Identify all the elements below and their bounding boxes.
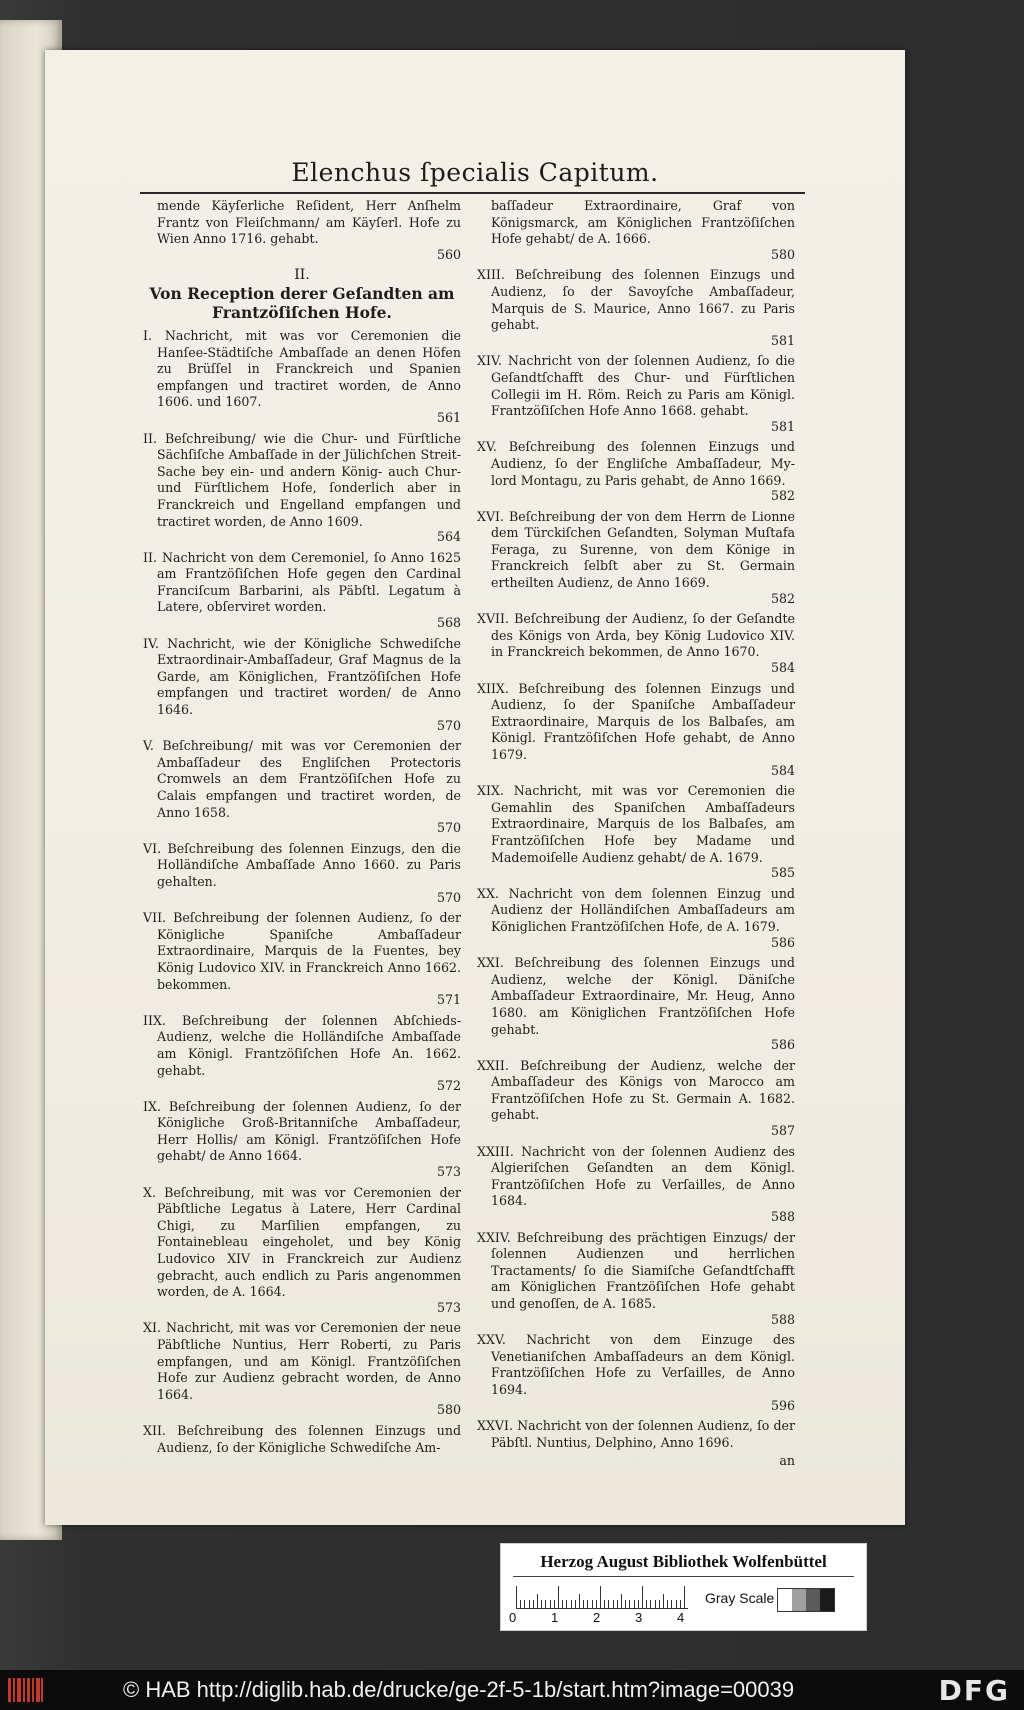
ruler-tick — [659, 1600, 660, 1608]
ruler-number: 3 — [635, 1610, 643, 1625]
toc-entry — [143, 841, 461, 906]
toc-entry — [477, 783, 795, 882]
ruler-tick — [587, 1600, 588, 1608]
toc-entry-text: XX. Nachricht von dem ſolennen Einzug und Audienz der Holländiſchen Ambaſſadeurs am Königlichen Frantzöſiſchen Hofe, de A. 1679. — [477, 885, 795, 934]
ruler-tick — [684, 1586, 685, 1608]
ruler-tick — [520, 1600, 521, 1608]
toc-entry — [477, 1332, 795, 1414]
toc-page-number: 588 — [770, 1311, 795, 1327]
ruler-tick — [537, 1594, 538, 1608]
toc-entry-text: XIII. Beſchreibung des ſolennen Einzugs und Audienz, ſo der Savoyſche Ambaſſadeur, Marquis de S. Maurice, Anno 1667. zu Paris gehabt. — [477, 267, 795, 333]
toc-entry — [477, 509, 795, 608]
ruler-tick — [583, 1600, 584, 1608]
toc-entry-text: XXV. Nachricht von dem Einzuge des Venetianiſchen Ambaſſadeurs an dem Königl. Frantzöſiſchen Hofe zu Verſailles, de Anno 1694. — [477, 1332, 795, 1397]
toc-entry — [477, 1418, 795, 1451]
toc-page-number: 585 — [770, 865, 795, 881]
toc-entry-text: mende Käyſerliche Reſident, Herr Anſhelm Frantz von Fleiſchmann/ am Käyſerl. Hofe zu Wien Anno 1716. gehabt. — [157, 198, 461, 247]
toc-entry — [143, 1013, 461, 1095]
ruler-tick — [516, 1586, 517, 1608]
toc-entry — [143, 1185, 461, 1317]
toc-entry-text: baſſadeur Extraordinaire, Graf von Königsmarck, am Königlichen Frantzöſiſchen Hofe gehabt/ de A. 1666. — [491, 198, 795, 247]
toc-entry-text: I. Nachricht, mit was vor Ceremonien die Hanſee-Städtiſche Ambaſſade an denen Höfen zu Brüſſel in Franckreich und Spanien empfangen und tractiret worden, de Anno 1606. und 1607. — [143, 327, 461, 410]
toc-entry — [143, 1099, 461, 1181]
ruler-tick — [621, 1594, 622, 1608]
book-page — [45, 50, 905, 1525]
toc-page-number: 570 — [436, 717, 461, 733]
ruler-numbers — [509, 1610, 709, 1626]
ruler-tick — [558, 1586, 559, 1608]
ruler-tick — [608, 1600, 609, 1608]
toc-entry — [477, 198, 795, 263]
toc-page-number: 586 — [770, 1037, 795, 1053]
ruler-tick — [554, 1600, 555, 1608]
toc-page-number: 572 — [436, 1078, 461, 1094]
ruler-tick — [575, 1600, 576, 1608]
ruler-tick — [634, 1600, 635, 1608]
toc-entry-text: XIX. Nachricht, mit was vor Ceremonien die Gemahlin des Spaniſchen Ambaſſadeurs Extraordinaire, Marquis de los Balbaſes, am Frantzöſiſchen Hofe bey Madame und Mademoiſelle Audienz gehabt/ de A. 1679. — [477, 783, 795, 865]
ruler-tick — [562, 1600, 563, 1608]
toc-entry — [143, 738, 461, 837]
toc-page-number: 564 — [436, 529, 461, 545]
gray-swatch — [778, 1589, 792, 1611]
toc-entry-text: XXVI. Nachricht von der ſolennen Audienz, ſo der Päbſtl. Nuntius, Delphino, Anno 1696. — [477, 1418, 795, 1450]
ruler-tick — [541, 1600, 542, 1608]
ruler-tick — [596, 1600, 597, 1608]
toc-page-number: 587 — [770, 1123, 795, 1139]
toc-entry — [477, 439, 795, 504]
label-rule — [513, 1576, 854, 1577]
footer-bar — [0, 1670, 1024, 1710]
dfg-logo: DFG — [938, 1674, 1010, 1707]
toc-entry — [477, 1230, 795, 1329]
toc-entry-text: XV. Beſchreibung des ſolennen Einzugs und Audienz, ſo der Engliſche Ambaſſadeur, My-lord Montagu, zu Paris gehabt, de Anno 1669. — [477, 439, 795, 488]
gray-swatch — [820, 1589, 834, 1611]
ruler-tick — [524, 1600, 525, 1608]
ruler-tick — [667, 1600, 668, 1608]
ruler-tick — [680, 1600, 681, 1608]
toc-entry — [477, 955, 795, 1054]
ruler-tick — [638, 1600, 639, 1608]
toc-entry-text: IIX. Beſchreibung der ſolennen Abſchieds-Audienz, welche die Holländiſche Ambaſſade am Königl. Frantzöſiſchen Hofe An. 1662. gehabt. — [143, 1012, 461, 1078]
ruler-tick — [663, 1594, 664, 1608]
ruler-tick — [646, 1600, 647, 1608]
toc-entry — [477, 611, 795, 676]
toc-page-number: 584 — [770, 762, 795, 778]
toc-entry — [143, 1320, 461, 1419]
toc-entry-text: II. Nachricht von dem Ceremoniel, ſo Anno 1625 am Frantzöſiſchen Hofe gegen den Cardinal Franciſcum Barbarini, als Päbſtl. Legatum à Latere, obſerviret worden. — [143, 549, 461, 615]
toc-page-number: 581 — [770, 332, 795, 348]
ruler-tick — [676, 1600, 677, 1608]
section-title: Von Reception derer Geſandten am Frantzöſiſchen Hofe. — [149, 283, 455, 322]
toc-entry — [143, 198, 461, 263]
ruler-number: 2 — [593, 1610, 601, 1625]
ruler-tick — [642, 1586, 643, 1608]
ruler-tick — [592, 1600, 593, 1608]
ruler-tick — [625, 1600, 626, 1608]
toc-entry — [143, 636, 461, 735]
toc-entry — [143, 328, 461, 427]
toc-entry — [477, 1144, 795, 1226]
gray-scale-chart — [777, 1588, 835, 1612]
toc-entry — [477, 353, 795, 435]
toc-entry — [143, 550, 461, 632]
ruler-tick — [617, 1600, 618, 1608]
ruler-tick — [613, 1600, 614, 1608]
toc-entry — [143, 431, 461, 546]
scale-ruler — [516, 1586, 688, 1608]
toc-page-number: 580 — [770, 246, 795, 262]
toc-entry-text: VII. Beſchreibung der ſolennen Audienz, ſo der Königliche Spaniſche Ambaſſadeur Extraordinaire, Marquis de la Fuentes, bey König Ludovico XIV. in Franckreich Anno 1662. bekommen. — [143, 910, 461, 992]
toc-page-number: 596 — [770, 1397, 795, 1413]
toc-entry-text: V. Beſchreibung/ mit was vor Ceremonien der Ambaſſadeur des Engliſchen Protectoris Cromwels an dem Frantzöſiſchen Hofe zu Calais empfangen und tractiret worden, de Anno 1658. — [143, 738, 461, 820]
gray-swatch — [792, 1589, 806, 1611]
toc-entry — [477, 267, 795, 349]
toc-page-number: 582 — [770, 590, 795, 606]
toc-entry — [143, 910, 461, 1009]
right-column — [477, 198, 795, 1470]
toc-page-number: 573 — [436, 1164, 461, 1180]
ruler-tick — [529, 1600, 530, 1608]
copyright-link[interactable]: © HAB http://diglib.hab.de/drucke/ge-2f-5-1b/start.htm?image=00039 — [123, 1677, 795, 1702]
ruler-tick — [629, 1600, 630, 1608]
toc-entry-text: IX. Beſchreibung der ſolennen Audienz, ſo der Königliche Groß-Britanniſche Ambaſſadeur, Herr Hollis/ am Königl. Frantzöſiſchen Hofe gehabt/ de Anno 1664. — [143, 1098, 461, 1164]
toc-entry-text: IV. Nachricht, wie der Königliche Schwediſche Extraordinair-Ambaſſadeur, Graf Magnus de la Garde, am Königlichen, Frantzöſiſchen Hofe empfangen und tractiret worden/ de Anno 1646. — [143, 635, 461, 718]
toc-page-number: 581 — [770, 418, 795, 434]
toc-entry-text: VI. Beſchreibung des ſolennen Einzugs, den die Holländiſche Ambaſſade Anno 1660. zu Paris gehalten. — [143, 840, 461, 889]
toc-entry-text: XXII. Beſchreibung der Audienz, welche der Ambaſſadeur des Königs von Marocco am Frantzöſiſchen Hofe zu St. Germain A. 1682. gehabt. — [477, 1057, 795, 1123]
toc-entry-text: XVII. Beſchreibung der Audienz, ſo der Geſandte des Königs von Arda, bey König Ludovico XIV. in Franckreich bekommen, de Anno 1670. — [477, 611, 795, 660]
toc-page-number: 561 — [436, 409, 461, 425]
toc-entry-text: XVI. Beſchreibung der von dem Herrn de Lionne dem Türckiſchen Geſandten, Solyman Muſtafa Feraga, zu Surenne, von dem Könige in Franckreich ſelbſt aber zu St. Germain ertheilten Audienz, de Anno 1669. — [477, 508, 795, 591]
toc-entry-text: XXIV. Beſchreibung des prächtigen Einzugs/ der ſolennen Audienzen und herrlichen Tractaments/ ſo die Siamiſche Geſandtſchafft am Königlichen Frantzöſiſchen Hofe gehabt und genoſſen, de A. 1685. — [477, 1229, 795, 1311]
catchword: an — [779, 1453, 795, 1469]
barcode-icon — [8, 1678, 44, 1702]
ruler-tick — [566, 1600, 567, 1608]
running-head: Elenchus ſpecialis Capitum. — [291, 158, 659, 187]
left-column — [143, 198, 461, 1460]
ruler-tick — [533, 1600, 534, 1608]
toc-entry-text: XII. Beſchreibung des ſolennen Einzugs und Audienz, ſo der Königliche Schwediſche Am- — [143, 1422, 461, 1455]
toc-page-number: 568 — [436, 615, 461, 631]
ruler-tick — [579, 1594, 580, 1608]
ruler-tick — [545, 1600, 546, 1608]
ruler-tick — [571, 1600, 572, 1608]
toc-page-number: 571 — [436, 992, 461, 1008]
ruler-tick — [604, 1600, 605, 1608]
toc-page-number: 560 — [436, 246, 461, 262]
ruler-number: 1 — [551, 1610, 559, 1625]
head-rule — [140, 192, 805, 194]
toc-entry-text: XXIII. Nachricht von der ſolennen Audienz des Algieriſchen Geſandten an dem Königl. Frantzöſiſchen Hofe zu Verſailles, de Anno 1684. — [477, 1143, 795, 1209]
ruler-tick — [655, 1600, 656, 1608]
ruler-tick — [550, 1600, 551, 1608]
toc-page-number: 570 — [436, 889, 461, 905]
toc-entry-text: XIIX. Beſchreibung des ſolennen Einzugs und Audienz, ſo der Spaniſche Ambaſſadeur Extraordinaire, Marquis de los Balbaſes, am Königl. Frantzöſiſchen Hofe gehabt, de Anno 1679. — [477, 680, 795, 762]
toc-page-number: 586 — [770, 934, 795, 950]
ruler-tick — [671, 1600, 672, 1608]
toc-page-number: 573 — [436, 1299, 461, 1315]
toc-page-number: 588 — [770, 1209, 795, 1225]
gray-swatch — [806, 1589, 820, 1611]
toc-entry-text: XXI. Beſchreibung des ſolennen Einzugs und Audienz, welche der Königl. Däniſche Ambaſſadeur Extraordinaire, Mr. Heug, Anno 1680. am Königlichen Frantzöſiſchen Hofe gehabt. — [477, 955, 795, 1037]
toc-page-number: 584 — [770, 660, 795, 676]
toc-entry — [477, 681, 795, 780]
toc-entry-text: XIV. Nachricht von der ſolennen Audienz, ſo die Geſandtſchafft des Chur- und Fürſtlichen Collegii im H. Röm. Reich zu Paris am Königl. Frantzöſiſchen Hofe Anno 1668. gehabt. — [477, 353, 795, 419]
ruler-tick — [650, 1600, 651, 1608]
ruler-number: 4 — [677, 1610, 685, 1625]
toc-entry — [143, 1423, 461, 1456]
library-label — [500, 1543, 867, 1631]
toc-entry-text: XI. Nachricht, mit was vor Ceremonien der neue Päbſtliche Nuntius, Herr Roberti, zu Paris empfangen, und am Königl. Frantzöſiſchen Hofe zur Audienz gebracht worden, de Anno 1664. — [143, 1320, 461, 1402]
toc-entry — [477, 1058, 795, 1140]
toc-page-number: 582 — [770, 488, 795, 504]
gray-scale-label: Gray Scale — [705, 1590, 775, 1606]
toc-page-number: 580 — [436, 1402, 461, 1418]
toc-page-number: 570 — [436, 820, 461, 836]
library-name: Herzog August Bibliothek Wolfenbüttel — [540, 1552, 827, 1571]
toc-entry-text: II. Beſchreibung/ wie die Chur- und Fürſtliche Sächſiſche Ambaſſade in der Jülichſchen Streit-Sache bey ein- und andern König- auch Chur- und Fürſtlichem Hofe, ſonderlich aber in Franckreich und Engelland empfangen und tractiret worden, de Anno 1609. — [143, 430, 461, 529]
section-number: II. — [294, 267, 310, 284]
ruler-number: 0 — [509, 1610, 517, 1625]
toc-entry-text: X. Beſchreibung, mit was vor Ceremonien der Päbſtliche Legatus à Latere, Herr Cardinal Chigi, zu Marſilien empfangen, zu Fontainebleau eingeholet, und bey König Ludovico XIV in Franckreich zur Audienz gebracht, auch endlich zu Paris angenommen worden, de A. 1664. — [143, 1184, 461, 1300]
toc-entry — [477, 886, 795, 951]
ruler-tick — [600, 1586, 601, 1608]
